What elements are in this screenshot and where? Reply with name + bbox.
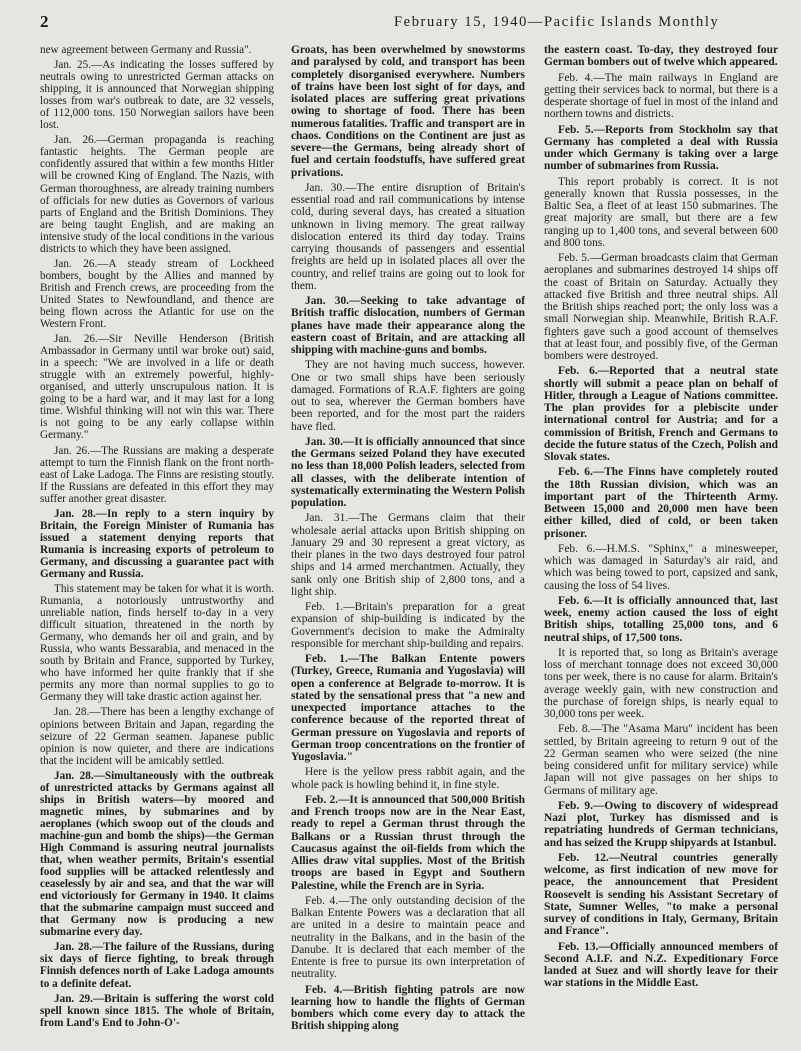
news-paragraph: Jan. 26.—Sir Neville Henderson (British Ambassador in Germany until war broke out) said, in a speech: "We are involved in a life or death struggle with an extremely powerful, highly-organised, and utterly unscrupulous nation. It is going to be a hard war, and it may last for a long time. Wishful thinking will not win this war. There is not going to be any early collapse within Germany." xyxy=(40,333,274,442)
news-paragraph: Feb. 13.—Officially announced members of Second A.I.F. and N.Z. Expeditionary Force landed at Suez and will shortly leave for their war stations in the Middle East. xyxy=(544,940,778,990)
news-paragraph: Jan. 30.—The entire disruption of Britain's essential road and rail communications by intense cold, during several days, has created a situation unknown in living memory. The great railway dislocation entered its third day today. Trains carrying thousands of passengers and essential freights are held up in isolated places all over the country, and relief trains are going out to look for them. xyxy=(291,181,525,292)
news-paragraph: They are not having much success, however. One or two small ships have been seriously damaged. Formations of R.A.F. fighters are going out to sea, wherever the German bombers have been reported, and for the most part the raiders have fled. xyxy=(291,359,525,433)
news-paragraph: Feb. 1.—The Balkan Entente powers (Turkey, Greece, Rumania and Yugoslavia) will open a conference at Belgrade to-morrow. It is stated by the sensational press that "a new and unexpected importance attaches to the conference because of the reported threat of German pressure on Yugoslavia and reports of German troop concentrations on the frontier of Yugoslavia." xyxy=(291,653,525,763)
news-paragraph: Jan. 26.—The Russians are making a desperate attempt to turn the Finnish flank on the front north-east of Lake Ladoga. The Finns are resisting stoutly. If the Russians are defeated in this effort they may suffer another great disaster. xyxy=(40,444,274,505)
news-paragraph: Feb. 2.—It is announced that 500,000 British and French troops now are in the Near East, ready to repel a German thrust through the Balkans or a Russian thrust through the Caucasus against the oil-fields from which the Allies draw vital supplies. Most of the British troops are based in Egypt and Southern Palestine, while the French are in Syria. xyxy=(291,793,525,892)
running-head: February 15, 1940—Pacific Islands Monthly xyxy=(394,14,720,30)
news-paragraph: Feb. 5.—German broadcasts claim that German aeroplanes and submarines destroyed 14 ships off the coast of Britain on Saturday. Actually they attacked five British and three neutral ships. All the British ships reached port; the only loss was a small Norwegian ship. Meanwhile, British R.A.F. fighters gave such a good account of themselves that at least four, and possibly five, of the German bombers were destroyed. xyxy=(544,252,778,362)
news-paragraph: Jan. 28.—In reply to a stern inquiry by Britain, the Foreign Minister of Rumania has issued a statement denying reports that Rumania is increasing exports of petroleum to Germany, and discussing a guarantee pact with Germany and Russia. xyxy=(40,507,274,580)
news-paragraph: new agreement between Germany and Russia". xyxy=(40,44,252,56)
news-paragraph: Jan. 28.—Simultaneously with the outbreak of unrestricted attacks by Germans against all ships in British waters—by moored and magnetic mines, by submarines and by aeroplanes (which swoop out of the clouds and machine-gun and bomb the ships)—the German High Command is assuring neutral journalists that, when weather permits, Britain's essential food supplies will be attacked relentlessly and ceaselessly by air and sea, and that the war will end victoriously for Germany in 1940. It claims that the submarine campaign must succeed and that Germany now is producing a new submarine every day. xyxy=(40,769,274,939)
news-paragraph: It is reported that, so long as Britain's average loss of merchant tonnage does not exceed 30,000 tons per week, there is no cause for alarm. Britain's average weekly gain, with new construction and the purchase of foreign ships, is nearly equal to 30,000 tons per week. xyxy=(544,646,778,720)
news-paragraph: Feb. 6.—H.M.S. "Sphinx," a minesweeper, which was damaged in Saturday's air raid, and which was being towed to port, capsized and sank, causing the loss of 54 lives. xyxy=(544,542,778,592)
news-paragraph: Feb. 4.—The only outstanding decision of the Balkan Entente Powers was a declaration that all are united in a desire to maintain peace and neutrality in the Balkans, and in the basin of the Danube. It is declared that each member of the Entente is free to pursue its own interpretation of neutrality. xyxy=(291,894,525,981)
news-paragraph: Jan. 26.—German propaganda is reaching fantastic heights. The German people are confidently assured that within a few months Hitler will be crowned King of England. The Nazis, with German thoroughness, are already training numbers of officials for new duties as Governors of various parts of England and the British Dominions. They are being taught English, and are making an intensive study of the local conditions in the various districts to which they have been assigned. xyxy=(40,134,274,255)
news-paragraph: Groats, has been overwhelmed by snowstorms and paralysed by cold, and transport has been completely disorganised everywhere. Numbers of trains have been lost sight of for days, and isolated places are suffering great privations owing to shortage of food. There has been numerous fatalities. Traffic and transport are in chaos. Conditions on the Continent are just as severe—the Germans, being already short of fuel and certain foodstuffs, have suffered great privations. xyxy=(291,44,525,179)
news-paragraph: Feb. 6.—The Finns have completely routed the 18th Russian division, which was an important part of the Thirteenth Army. Between 15,000 and 20,000 men have been either killed, died of cold, or been taken prisoner. xyxy=(544,466,778,540)
news-paragraph: Feb. 1.—Britain's preparation for a great expansion of ship-building is indicated by the Government's decision to make the Admiralty responsible for merchant ship-building and repairs. xyxy=(291,601,525,650)
news-paragraph: Jan. 30.—Seeking to take advantage of British traffic dislocation, numbers of German planes have made their appearance along the eastern coast of Britain, and are attacking all shipping with machine-guns and bombs. xyxy=(291,295,525,356)
news-paragraph: Feb. 4.—British fighting patrols are now learning how to handle the flights of German bombers which come every day to attack the British shipping along xyxy=(291,983,525,1033)
news-paragraph: Jan. 25.—As indicating the losses suffered by neutrals owing to unrestricted German attacks on shipping, it is announced that Norwegian shipping losses from war's outbreak to date, are 32 vessels, of 112,000 tons. 150 Norwegian sailors have been lost. xyxy=(40,59,274,132)
news-paragraph: Feb. 9.—Owing to discovery of widespread Nazi plot, Turkey has dismissed and is repatriating hundreds of German technicians, and has seized the Krupp shipyards at Istanbul. xyxy=(544,799,778,849)
column-3 xyxy=(544,44,778,1045)
news-paragraph: Jan. 28.—There has been a lengthy exchange of opinions between Britain and Japan, regarding the seizure of 22 German seamen. Japanese public opinion is now quieter, and there are indications that the incident will be amicably settled. xyxy=(40,706,274,767)
news-paragraph: Feb. 6.—It is officially announced that, last week, enemy action caused the loss of eight British ships, totalling 25,000 tons, and 6 neutral ships, of 17,500 tons. xyxy=(544,594,778,644)
news-paragraph: the eastern coast. To-day, they destroyed four German bombers out of twelve which appeared. xyxy=(544,44,778,69)
news-paragraph: Feb. 5.—Reports from Stockholm say that Germany has completed a deal with Russia under which Germany is taking over a large number of submarines from Russia. xyxy=(544,123,778,173)
news-paragraph: Jan. 31.—The Germans claim that their wholesale aerial attacks upon British shipping on January 29 and 30 represent a great victory, as their planes in the two days destroyed four patrol ships and 14 armed merchantmen. Actually, they sank only one British ship of 2,800 tons, and a light ship. xyxy=(291,512,525,598)
news-paragraph: Feb. 8.—The "Asama Maru" incident has been settled, by Britain agreeing to return 9 out of the 22 German seamen who were seized (the nine being considered unfit for military service) while Japan will not give passages on her ships to Germans of military age. xyxy=(544,723,778,797)
news-paragraph: Feb. 4.—The main railways in England are getting their services back to normal, but there is a desperate shortage of fuel in most of the inland and northern towns and districts. xyxy=(544,71,778,121)
news-paragraph: Feb. 6.—Reported that a neutral state shortly will submit a peace plan on behalf of Hitler, through a League of Nations committee. The plan provides for a plebiscite under international control for Austria; and for a commission of British, French and Germans to decide the future status of the Czech, Polish and Slovak states. xyxy=(544,365,778,463)
news-paragraph: Feb. 12.—Neutral countries generally welcome, as first indication of new move for peace, the announcement that President Roosevelt is sending his Assistant Secretary of State, Sumner Welles, "to make a personal survey of conditions in Italy, Germany, Britain and France". xyxy=(544,851,778,938)
news-paragraph: This report probably is correct. It is not generally known that Russia possesses, in the Baltic Sea, a fleet of at least 150 submarines. The great majority are small, but there are a few ranging up to 1,400 tons, and several between 600 and 800 tons. xyxy=(544,175,778,249)
page-number: 2 xyxy=(40,12,49,31)
news-paragraph: Jan. 26.—A steady stream of Lockheed bombers, bought by the Allies and manned by British and French crews, are proceeding from the United States to Newfoundland, and thence are being flown across the Atlantic for use on the Western Front. xyxy=(40,257,274,331)
column-2 xyxy=(291,44,525,1045)
news-paragraph: Here is the yellow press rabbit again, and the whole pack is howling behind it, in fine style. xyxy=(291,766,525,791)
news-paragraph: Jan. 30.—It is officially announced that since the Germans seized Poland they have executed no less than 18,000 Polish leaders, selected from all classes, with the deliberate intention of systematically exterminating the Western Polish population. xyxy=(291,435,525,509)
page-header xyxy=(0,10,801,34)
column-1 xyxy=(40,44,274,1045)
news-paragraph: Jan. 28.—The failure of the Russians, during six days of fierce fighting, to break through Finnish defences north of Lake Ladoga amounts to a definite defeat. xyxy=(40,941,274,990)
news-paragraph: This statement may be taken for what it is worth. Rumania, a notoriously untrustworthy and unreliable nation, finds herself to-day in a very difficult situation, threatened in the north by Germany, who demands her oil and grain, and by Russia, who wants Bessarabia, and menaced in the south by Britain and France, supported by Turkey, who have informed her quite frankly that if she permits any more than normal supplies to go to Germany they will take drastic action against her. xyxy=(40,583,274,704)
news-paragraph: Jan. 29.—Britain is suffering the worst cold spell known since 1815. The whole of Britain, from Land's End to John-O'- xyxy=(40,992,274,1029)
